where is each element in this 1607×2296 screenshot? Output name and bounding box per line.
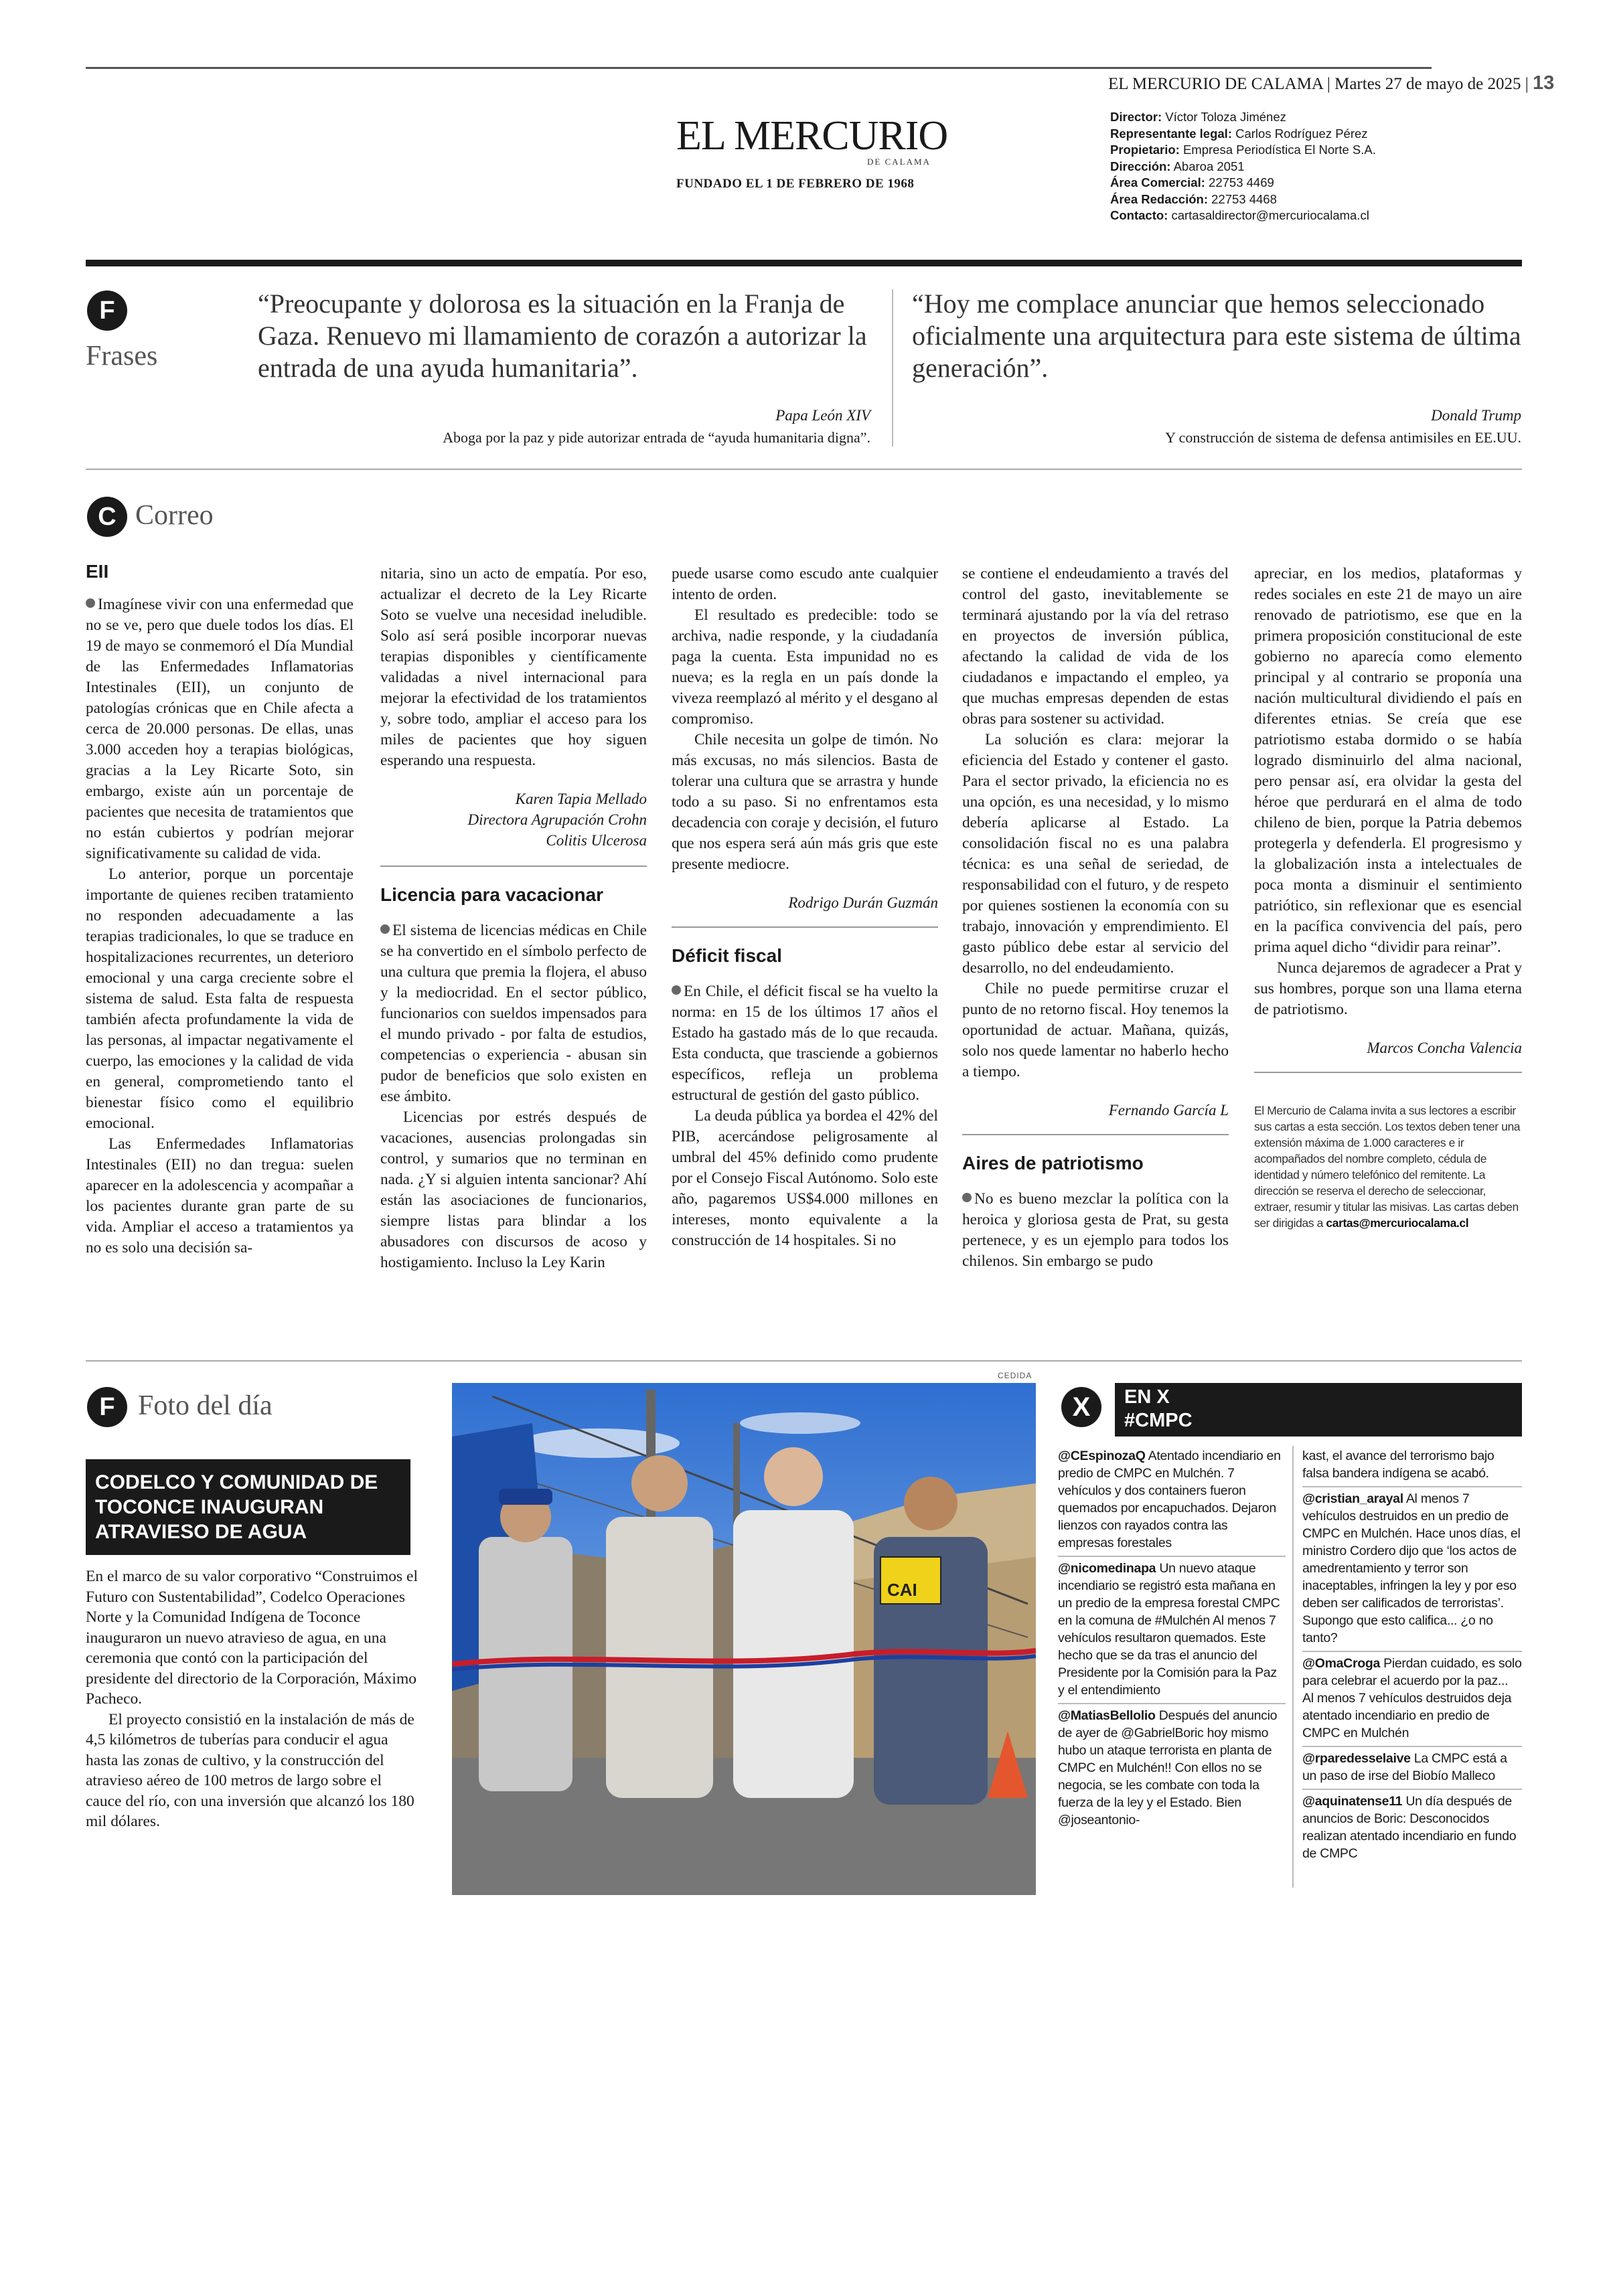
correo-column-2 [380,564,647,1273]
x-logo-icon: X [1061,1387,1101,1427]
enx-title-bar [1115,1383,1522,1437]
foto-title: CODELCO Y COMUNIDAD DE TOCONCE INAUGURAN ATRAVIESO DE AGUA [86,1459,410,1555]
dateline [1108,72,1554,94]
letter-paragraph: puede usarse como escudo ante cualquier intento de orden. [672,565,938,603]
tweets-left [1058,1445,1286,1833]
letter-paragraph: Chile necesita un golpe de timón. No más excusas, no más silencios. Basta de tolerar una cultura que se arrastra y hunde todo a su paso. Si no enfrentamos esta decadencia con coraje y decisión, el futuro que nos espera será aún más gris que este presente mediocre. [672,731,938,873]
letter-signature-name: Karen Tapia Mellado [515,791,647,807]
foto-label: Foto del día [138,1390,273,1421]
quote-2-author: Donald Trump [1431,407,1521,424]
tweet-handle[interactable]: @CEspinozaQ [1058,1449,1146,1463]
letters-notice: El Mercurio de Calama invita a sus lectores a escribir sus cartas a esta sección. Los textos deben tener una extensión máxima de 1.000 caracteres e ir acompañados del nombre completo, cédula de identidad y número telefónico del remitente. La dirección se reserva el derecho de seleccionar, extraer, resumir y titular las misivas. Las cartas deben ser dirigidas a cartas@mercuriocalama.cl [1254,1104,1521,1230]
correo-column-4 [962,564,1229,1272]
correo-column-5 [1254,564,1522,1231]
photo-of-the-day [452,1383,1036,1895]
letter-headline-deficit: Déficit fiscal [672,945,782,966]
letter-signature-name: Fernando García L [1108,1102,1229,1119]
tweet: @nicomedinapa Un nuevo ataque incendiario se registró esta mañana en un predio de la empresa forestal CMPC en la comuna de #Mulchén Al menos 7 vehículos resultaron quemados. Este hecho que se da tras el anuncio del Presidente por la Comisión para la Paz y el entendimiento [1058,1557,1286,1704]
bullet-icon [962,1193,972,1202]
staff-line: Director: Víctor Toloza Jiménez [1110,110,1286,124]
bullet-icon [380,924,390,934]
letter-paragraph: Lo anterior, porque un porcentaje importante de quienes reciben tratamiento no responden adecuadamente a las terapias tradicionales, lo que se traduce en hospitalizaciones recurrentes, un deterioro emocional y una carga creciente sobre el sistema de salud. Esta falta de respuesta también afecta profundamente la vida de las personas, al impactar negativamente el cuerpo, las emociones y la calidad de vida en general, comprometiendo tanto el bienestar físico como el equilibrio emocional. [86,866,354,1132]
letter-signature-name: Rodrigo Durán Guzmán [788,894,938,911]
letter-headline-licencia: Licencia para vacacionar [380,884,604,905]
foto-top-rule [86,1360,1522,1362]
letter-signature-title: Directora Agrupación Crohn [467,811,647,828]
letters-email[interactable]: cartas@mercuriocalama.cl [1326,1216,1469,1230]
quote-2: “Hoy me complace anunciar que hemos seleccionado oficialmente una arquitectura para este sistema de última generación”. [912,289,1521,383]
frases-divider [892,289,893,446]
ribbon-cutting-photo [452,1383,1036,1895]
masthead-sub: DE CALAMA [867,157,931,167]
letter-paragraph: No es bueno mezclar la política con la heroica y gloriosa gesta de Prat, su gesta pertenece, y es un ejemplo para todos los chilenos. Sin embargo se pudo [962,1190,1229,1270]
tweet: @OmaCroga Pierdan cuidado, es solo para celebrar el acuerdo por la paz... Al menos 7 vehículos destruidos deja atentado incendiario en predio de CMPC en Mulchén [1302,1652,1522,1747]
tweet-handle[interactable]: @cristian_arayal [1302,1491,1403,1506]
founded-line: FUNDADO EL 1 DE FEBRERO DE 1968 [676,177,915,191]
letter-headline-aires: Aires de patriotismo [962,1153,1144,1173]
letter-paragraph: La solución es clara: mejorar la eficiencia del Estado y contener el gasto. Para el sector privado, la eficiencia no es una opción, es una necesidad, y lo mismo debería aplicarse al Estado. La consolidación fiscal no es una palabra técnica: es una señal de seriedad, de responsabilidad con el futuro, y de respeto por quienes sostienen la economía con su trabajo, innovación y emprendimiento. El gasto público debe estar al servicio del desarrollo, no del endeudamiento. [962,731,1229,977]
letter-paragraph: La deuda pública ya bordea el 42% del PIB, acercándose peligrosamente al umbral del 45% definido como prudente por el Consejo Fiscal Autónomo. Solo este año, pagaremos US$4.000 millones en intereses, monto equivalente a la construcción de 14 hospitales. Si no [672,1107,938,1249]
contact-email[interactable]: cartasaldirector@mercuriocalama.cl [1171,208,1369,222]
photo-credit: CEDIDA [998,1371,1032,1380]
staff-line: Contacto: cartasaldirector@mercuriocalama.cl [1110,208,1369,222]
staff-line: Dirección: Abaroa 2051 [1110,159,1245,173]
letter-paragraph: Imagínese vivir con una enfermedad que no se ve, pero que duele todos los días. El 19 de mayo se conmemoró el Día Mundial de las Enfermedades Inflamatorias Intestinales (EII), un conjunto de patologías crónicas que en Chile afecta a cerca de 20.000 personas. De ellas, unas 3.000 acceden hoy a terapias biológicas, gracias a la Ley Ricarte Soto, sin embargo, existe aún un porcentaje de pacientes que necesita de tratamientos que no están cubiertos y podrían mejorar significativamente su calidad de vida. [86,596,354,862]
correo-badge-icon: C [87,497,127,537]
letter-paragraph: El sistema de licencias médicas en Chile se ha convertido en el símbolo perfecto de una cultura que premia la flojera, el abuso y la mediocridad. En el sector público, funcionarios con sueldos impensados para el mundo privado - por falta de estudios, competencias o experiencia - abusan sin pudor de beneficios que solo existen en ese ámbito. [380,922,647,1105]
bullet-icon [86,598,95,608]
staff-line: Área Comercial: 22753 4469 [1110,175,1274,189]
letter-paragraph: se contiene el endeudamiento a través del control del gasto, inevitablemente se terminará ajustando por la vía del retraso en proyectos de inversión pública, afectando la calidad de vida de los ciudadanos e impactando el empleo, ya que muchas empresas dependen de estas obras para sostener su actividad. [962,565,1229,728]
letter-paragraph: Las Enfermedades Inflamatorias Intestinales (EII) no dan tregua: suelen aparecer en la adolescencia y acompañar a los pacientes durante gran parte de su vida. Ampliar el acceso a tratamientos ya no es solo una decisión sa- [86,1135,354,1256]
letter-paragraph: Chile no puede permitirse cruzar el punto de no retorno fiscal. Hoy tenemos la oportunidad de actuar. Mañana, quizás, solo nos quede lamentar no haberlo hecho a tiempo. [962,980,1229,1080]
letter-signature-title: Colitis Ulcerosa [546,832,647,849]
correo-label: Correo [135,500,214,531]
tweet: @rparedesselaive La CMPC está a un paso de irse del Biobío Malleco [1302,1747,1522,1790]
frases-badge-icon: F [87,291,127,331]
foto-caption [86,1566,420,1832]
enx-line-1: EN X [1124,1386,1170,1408]
correo-column-3 [672,564,938,1251]
quote-1-author: Papa León XIV [775,407,870,424]
tweet-handle[interactable]: @OmaCroga [1302,1656,1381,1671]
tweet-handle[interactable]: @MatiasBellolio [1058,1708,1156,1723]
tweet: @MatiasBellolio Después del anuncio de ayer de @GabrielBoric hoy mismo hubo un ataque terrorista en planta de CMPC en Mulchén!! Con ellos no se negocia, se les combate con toda la fuerza de la ley y el Estado. Bien @joseantonio- [1058,1708,1278,1827]
bullet-icon [672,985,681,995]
tweet-handle[interactable]: @aquinatense11 [1302,1794,1403,1809]
staff-line: Área Redacción: 22753 4468 [1110,191,1277,206]
foto-paragraph: En el marco de su valor corporativo “Construimos el Futuro con Sustentabilidad”, Codelco Operaciones Norte y la Comunidad Indígena de Toconce inauguraron un nuevo atravieso de agua, en una ceremonia que contó con la participación del presidente del directorio de la Corporación, Máximo Pacheco. [86,1568,418,1708]
tweets-right [1302,1445,1522,1866]
letter-paragraph: nitaria, sino un acto de empatía. Por eso, actualizar el decreto de la Ley Ricarte Soto se vuelve una necesidad ineludible. Solo así será posible incorporar nuevas terapias disponibles y científicamente validadas a nivel internacional para mejorar la efectividad de los tratamientos y, sobre todo, ampliar el acceso para los miles de pacientes que hoy siguen esperando una respuesta. [380,565,647,769]
letter-headline-eii: EII [86,561,109,582]
masthead: EL MERCURIO [676,113,948,159]
quote-1-note: Aboga por la paz y pide autorizar entrada de “ayuda humanitaria digna”. [443,429,870,446]
top-rule [86,67,1432,69]
tweet: @aquinatense11 Un día después de anuncios de Boric: Desconocidos realizan atentado incendiario en fundo de CMPC [1302,1794,1517,1861]
letter-paragraph: El resultado es predecible: todo se archiva, nadie responde, y la ciudadanía paga la cuenta. Esta impunidad no es nueva; es la regla en un país donde la viveza reemplazó al mérito y el desgano al compromiso. [672,606,938,728]
tweet: @CEspinozaQ Atentado incendiario en predio de CMPC en Mulchén. 7 vehículos y dos containers fueron quemados por encapuchados. Dejaron lienzos con rayados contra las empresas forestales [1058,1445,1286,1557]
letter-paragraph: Licencias por estrés después de vacaciones, ausencias prolongadas sin control, y sumarios que no terminan en nada. ¿Y si alguien intenta sancionar? Ahí están las asociaciones de funcionarios, siempre listas para blindar a los abusadores con discursos de acoso y hostigamiento. Incluso la Ley Karin [380,1109,647,1271]
letter-paragraph: En Chile, el déficit fiscal se ha vuelto la norma: en 15 de los últimos 17 años el Estado ha gastado más de lo que recauda. Esta conducta, que trasciende a gobiernos específicos, refleja un problema estructural de gestión del gasto público. [672,983,938,1104]
quote-1: “Preocupante y dolorosa es la situación en la Franja de Gaza. Renuevo mi llamamiento de corazón a autorizar la entrada de una ayuda humanitaria”. [258,289,867,383]
quote-2-note: Y construcción de sistema de defensa antimisiles en EE.UU. [1165,429,1521,446]
frases-label: Frases [86,341,158,372]
staff-box [1110,109,1432,224]
enx-divider [1292,1446,1294,1888]
enx-line-2: #CMPC [1124,1410,1193,1431]
staff-line: Propietario: Empresa Periodística El Norte S.A. [1110,143,1376,157]
letter-paragraph: apreciar, en los medios, plataformas y redes sociales en este 21 de mayo un aire renovado de patriotismo, ese que en la primera proposición constitucional de este gobierno no aparecía como elemento principal y al contrario se proponía una nación multicultural dividiendo el país en diferentes etnias. Se creía que ese patriotismo estaba dormido o se había logrado disminuirlo del alma nacional, pero pensar así, era olvidar la gesta del héroe que perdurará en el alma de todo chileno de bien, porque la Patria debemos protegerla y defenderla. El progresismo y la globalización insta a intelectuales de poca monta a disminuir el sentimiento patriótico, sin reflexionar que es esencial en la pacífica convivencia del país, pero prima aquel dicho “dividir para reinar”. [1254,565,1522,956]
foto-paragraph: El proyecto consistió en la instalación de más de 4,5 kilómetros de tuberías para conducir el agua hasta las zonas de cultivo, y la construcción del atravieso aéreo de 100 metros de largo sobre el cauce del río, con una inversión que alcanzó los 180 mil dólares. [86,1710,414,1830]
letter-paragraph: Nunca dejaremos de agradecer a Prat y sus hombres, porque son una llama eterna de patriotismo. [1254,959,1522,1018]
correo-column-1 [86,561,354,1258]
letter-signature-name: Marcos Concha Valencia [1367,1040,1522,1056]
tweet-continuation: kast, el avance del terrorismo bajo falsa bandera indígena se acabó. [1302,1445,1522,1487]
dateline-text: EL MERCURIO DE CALAMA | Martes 27 de mayo de 2025 | [1108,75,1529,93]
frases-top-rule [86,260,1522,266]
foto-badge-icon: F [87,1387,127,1427]
page-number: 13 [1533,72,1555,94]
staff-line: Representante legal: Carlos Rodríguez Pérez [1110,126,1368,141]
tweet-handle[interactable]: @rparedesselaive [1302,1751,1411,1766]
correo-top-rule [86,469,1522,470]
tweet: @cristian_arayal Al menos 7 vehículos destruidos en un predio de CMPC en Mulchén. Hace unos días, el ministro Cordero dijo que ‘los actos de amedrentamiento y terror son inaceptables, infringen la ley y por eso deben ser calificados de terroristas’. Supongo que esto califica... ¿o no tanto? [1302,1487,1522,1652]
tweet-handle[interactable]: @nicomedinapa [1058,1561,1156,1576]
photo-sign-text: CAI [887,1580,917,1600]
